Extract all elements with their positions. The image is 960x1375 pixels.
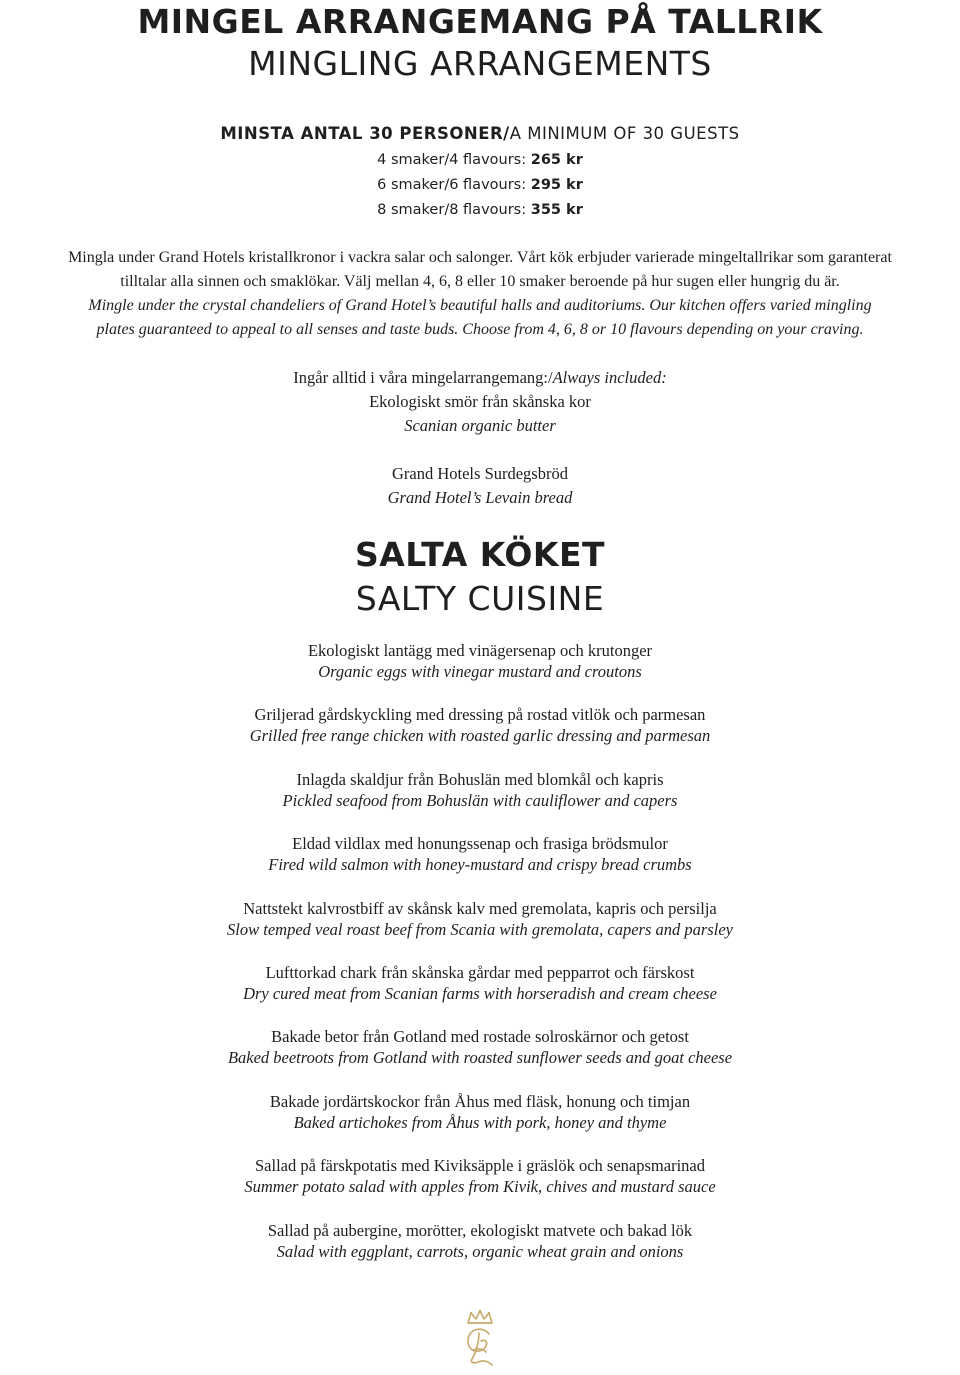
minimum-guests-sv: MINSTA ANTAL 30 PERSONER [220,124,504,143]
dish-sv: Ekologiskt lantägg med vinägersenap och krutonger [307,641,653,660]
dish-item [0,640,960,704]
intro-en-line: plates guaranteed to appeal to all senses and taste buds. Choose from 4, 6, 8 or 10 flavours depending on your craving. [96,321,864,338]
included-item-en: Grand Hotel’s Levain bread [387,488,573,507]
dish-item [0,962,960,1026]
dish-en: Pickled seafood from Bohuslän with cauliflower and capers [282,790,678,810]
dish-sv: Lufttorkad chark från skånska gårdar med pepparrot och färskost [265,962,695,982]
section-subtitle: SALTY CUISINE [355,579,605,618]
price-en: 6 flavours: [449,177,527,193]
dish-en: Baked beetroots from Gotland with roasted sunflower seeds and goat cheese [227,1048,733,1068]
dish-en: Dry cured meat from Scanian farms with horseradish and cream cheese [243,983,717,1003]
dish-en: Slow temped veal roast beef from Scania with gremolata, capers and parsley [227,919,733,939]
minimum-separator: / [503,124,510,143]
dish-item [0,1026,960,1090]
always-included-heading: Ingår alltid i våra mingelarrangemang:/Always included: [293,368,667,387]
dish-sv: Sallad på färskpotatis med Kiviksäpple i gräslök och senapsmarinad [255,1156,705,1176]
dish-item [0,1220,960,1284]
intro-english [0,294,960,342]
grand-hotel-crown-monogram-icon [452,1308,508,1370]
dish-en: Organic eggs with vinegar mustard and croutons [318,662,642,681]
intro-sv-line: Mingla under Grand Hotels kristallkronor i vackra salar och salonger. Vårt kök erbjuder varierade mingeltallrikar som garanterat [68,249,892,266]
dish-en: Fired wild salmon with honey-mustard and crispy bread crumbs [268,855,692,875]
dish-item [0,769,960,833]
dish-sv: Inlagda skaldjur från Bohuslän med blomkål och kapris [296,769,664,789]
price-sv: 8 smaker [377,202,445,218]
always-included [0,366,960,510]
included-item-en: Scanian organic butter [404,416,556,435]
included-item-sv: Grand Hotels Surdegsbröd [392,464,568,483]
dish-en: Baked artichokes from Åhus with pork, honey and thyme [293,1112,667,1132]
price-sv: 6 smaker [377,177,445,193]
price-en: 4 flavours: [449,152,527,168]
dish-en: Salad with eggplant, carrots, organic wheat grain and onions [276,1241,684,1261]
included-item-sv: Ekologiskt smör från skånska kor [369,392,591,411]
intro-en-line: Mingle under the crystal chandeliers of Grand Hotel’s beautiful halls and auditoriums. Our kitchen offers varied mingling [88,297,872,314]
section-title: SALTA KÖKET [354,535,606,574]
dish-sv: Nattstekt kalvrostbiff av skånsk kalv med gremolata, kapris och persilja [243,898,717,918]
intro-sv-line: tilltalar alla sinnen och smaklökar. Välj mellan 4, 6, 8 eller 10 smaker beroende på hur sugen eller hungrig du är. [120,273,840,290]
price-value: 295 kr [530,177,583,193]
dish-item [0,704,960,768]
dish-sv: Bakade jordärtskockor från Åhus med fläsk, honung och timjan [269,1091,691,1111]
dish-en: Summer potato salad with apples from Kivik, chives and mustard sauce [244,1177,716,1197]
price-line: 4 smaker/4 flavours: 265 kr [377,152,583,168]
dish-sv: Eldad vildlax med honungssenap och frasiga brödsmulor [292,834,668,854]
minimum-guests-en: A MINIMUM OF 30 GUESTS [509,124,740,143]
dish-en: Grilled free range chicken with roasted garlic dressing and parmesan [249,726,711,746]
dish-item [0,898,960,962]
dish-item [0,1091,960,1155]
minimum-guests [0,122,960,146]
page-subtitle: MINGLING ARRANGEMENTS [248,44,712,83]
dish-item [0,833,960,897]
price-value: 355 kr [530,202,583,218]
page-title: MINGEL ARRANGEMANG PÅ TALLRIK [137,2,823,41]
intro-swedish [0,246,960,294]
price-value: 265 kr [530,152,583,168]
price-line: 6 smaker/6 flavours: 295 kr [377,177,583,193]
dish-sv: Bakade betor från Gotland med rostade solroskärnor och getost [271,1027,689,1047]
price-line: 8 smaker/8 flavours: 355 kr [377,202,583,218]
dish-sv: Sallad på aubergine, morötter, ekologiskt matvete och bakad lök [267,1220,693,1240]
price-sv: 4 smaker [377,152,445,168]
price-en: 8 flavours: [449,202,527,218]
dish-sv: Griljerad gårdskyckling med dressing på rostad vitlök och parmesan [254,705,706,725]
dish-list [0,640,960,1284]
dish-item [0,1155,960,1219]
